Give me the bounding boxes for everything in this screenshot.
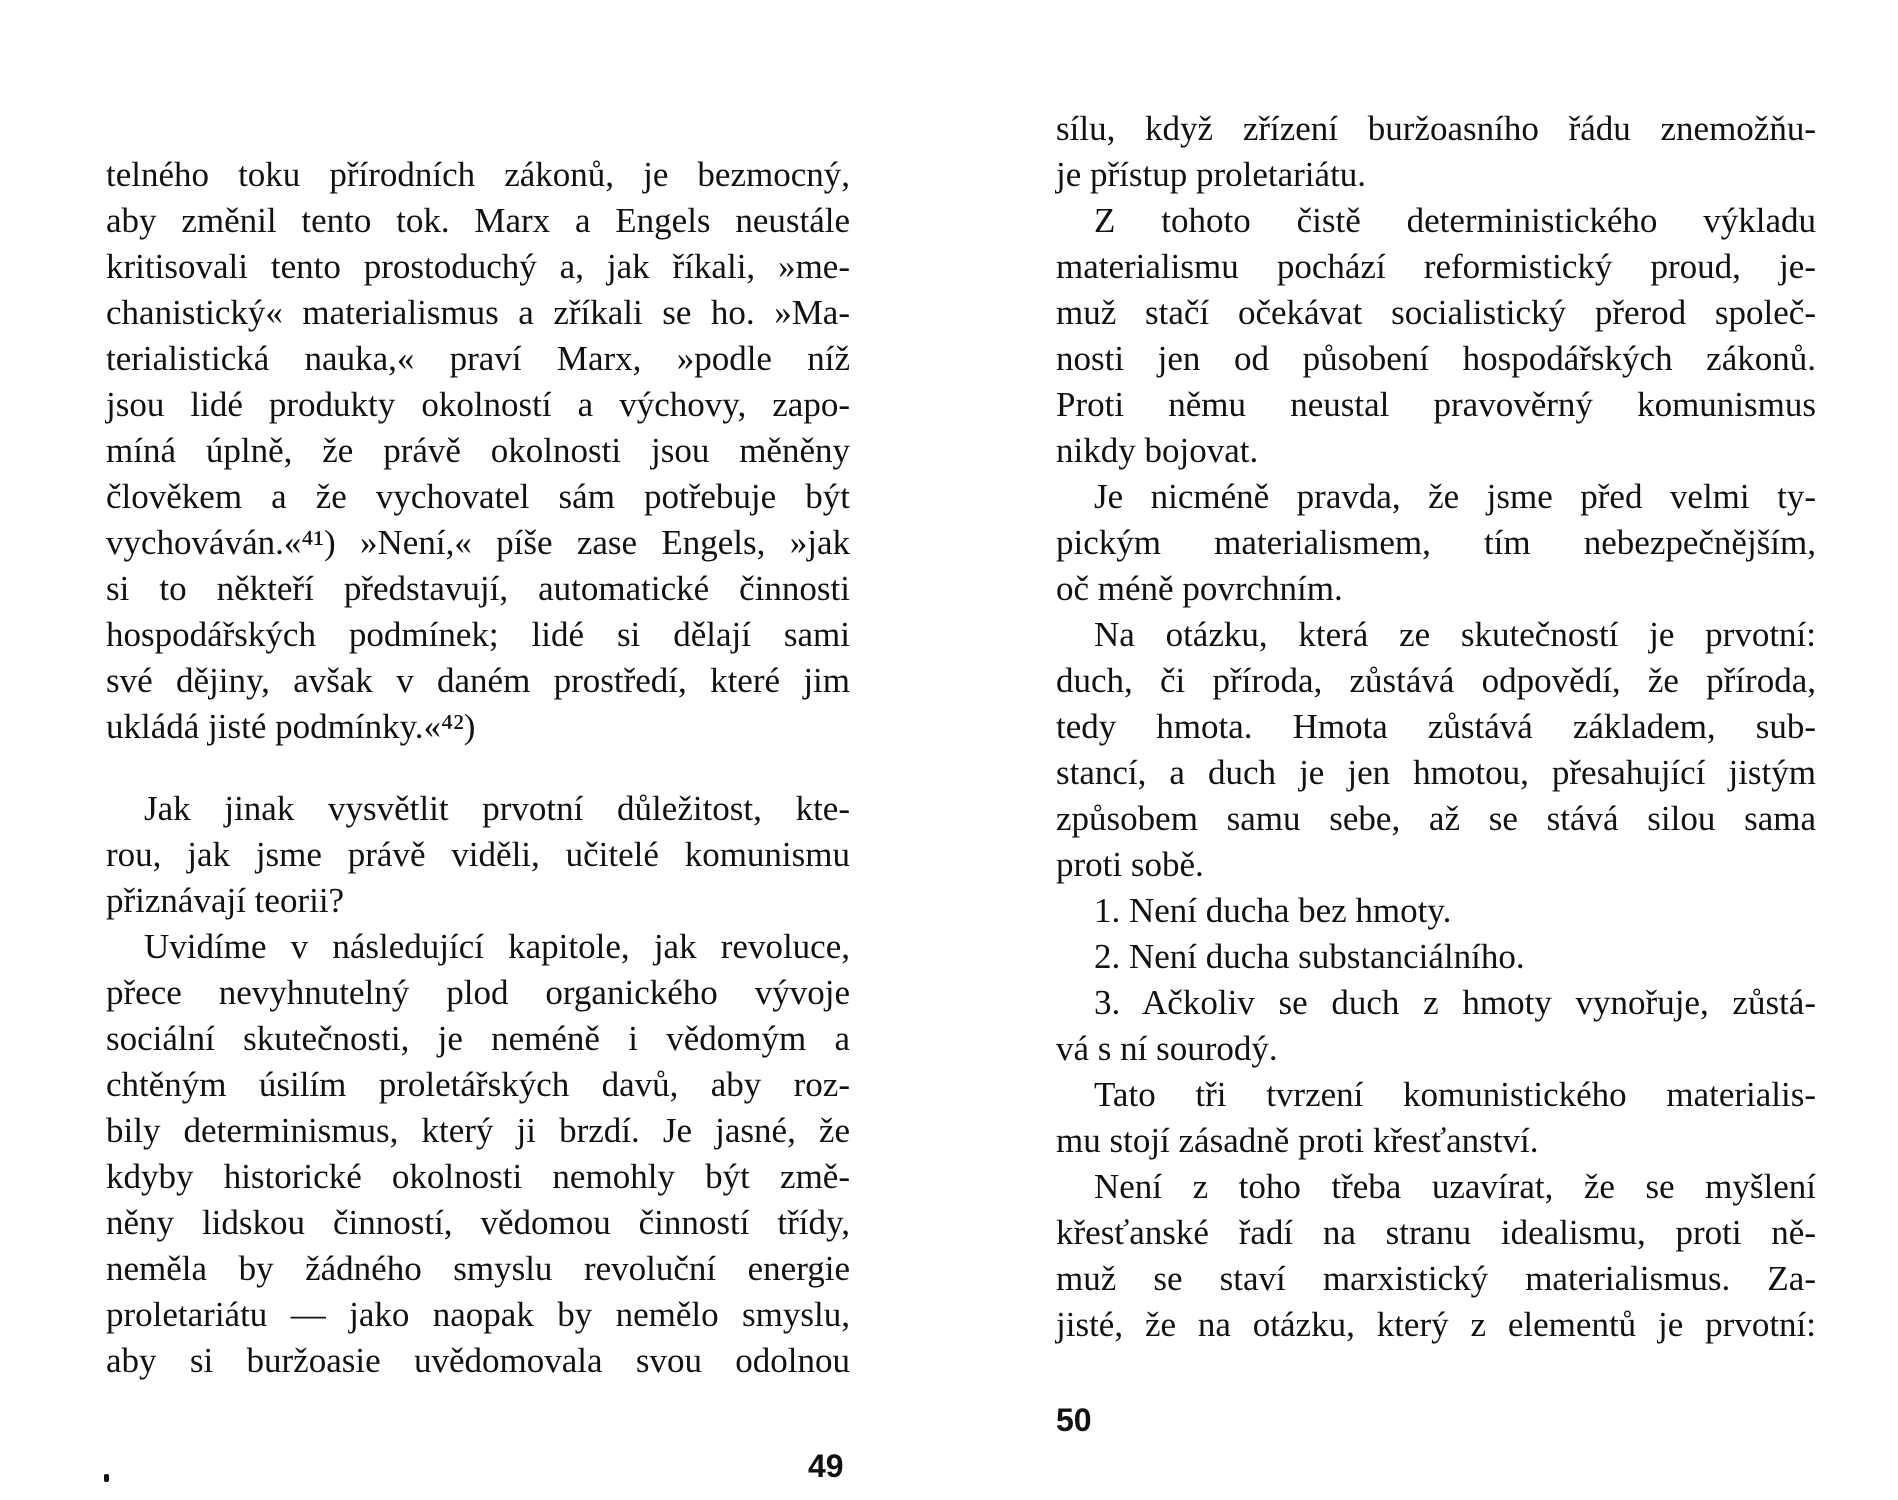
paragraph xyxy=(1056,198,1816,474)
paragraph xyxy=(106,152,850,750)
text-line: Je nicméně pravda, že jsme před velmi ty- xyxy=(1094,477,1816,516)
text-line: aby si buržoasie uvědomovala svou odolnou xyxy=(106,1341,850,1380)
numbered-list xyxy=(1056,888,1816,1072)
text-line: duch, či příroda, zůstává odpovědí, že příroda, xyxy=(1056,661,1816,700)
text-line: jisté, že na otázku, který z elementů je prvotní: xyxy=(1056,1305,1816,1344)
text-line: sociální skutečnosti, je neméně i vědomým a xyxy=(106,1019,850,1058)
paragraph xyxy=(106,786,850,924)
text-line: mu stojí zásadně proti křesťanství. xyxy=(1056,1121,1539,1160)
text-line: chanistický« materialismus a zříkali se ho. »Ma- xyxy=(106,293,850,332)
text-line: chtěným úsilím proletářských davů, aby roz- xyxy=(106,1065,850,1104)
page-number: 50 xyxy=(1056,1402,1092,1438)
paragraph xyxy=(106,924,850,1384)
text-line: proletariátu — jako naopak by nemělo smyslu, xyxy=(106,1295,850,1334)
paragraph xyxy=(1056,1164,1816,1348)
text-line: Proti němu neustal pravověrný komunismus xyxy=(1056,385,1816,424)
text-line: Není z toho třeba uzavírat, že se myšlení xyxy=(1094,1167,1816,1206)
text-line: jsou lidé produkty okolností a výchovy, zapo- xyxy=(106,385,850,424)
text-line: aby změnil tento tok. Marx a Engels neustále xyxy=(106,201,850,240)
text-line: Tato tři tvrzení komunistického materialis- xyxy=(1094,1075,1816,1114)
text-line: materialismu pochází reformistický proud, je- xyxy=(1056,247,1816,286)
paragraph xyxy=(1056,106,1816,198)
text-line: tedy hmota. Hmota zůstává základem, sub- xyxy=(1056,707,1816,746)
left-page xyxy=(106,152,850,1384)
text-line: nikdy bojovat. xyxy=(1056,431,1259,470)
text-line: stancí, a duch je jen hmotou, přesahující jistým xyxy=(1056,753,1816,792)
list-item-continuation: vá s ní sourodý. xyxy=(1056,1029,1278,1068)
text-line: muž se staví marxistický materialismus. Za- xyxy=(1056,1259,1816,1298)
text-line: si to někteří představují, automatické činnosti xyxy=(106,569,850,608)
text-line: Jak jinak vysvětlit prvotní důležitost, kte- xyxy=(144,789,850,828)
text-line: nosti jen od působení hospodářských zákonů. xyxy=(1056,339,1816,378)
text-line: Na otázku, která ze skutečností je prvotní: xyxy=(1094,615,1816,654)
text-line: neměla by žádného smyslu revoluční energie xyxy=(106,1249,850,1288)
text-line: míná úplně, že právě okolnosti jsou měněny xyxy=(106,431,850,470)
text-line: muž stačí očekávat socialistický přerod společ- xyxy=(1056,293,1816,332)
text-line: bily determinismus, který ji brzdí. Je jasné, že xyxy=(106,1111,850,1150)
text-line: něny lidskou činností, vědomou činností třídy, xyxy=(106,1203,850,1242)
text-line: člověkem a že vychovatel sám potřebuje být xyxy=(106,477,850,516)
text-line: sílu, když zřízení buržoasního řádu znemožňu- xyxy=(1056,109,1816,148)
text-line: Uvidíme v následující kapitole, jak revoluce, xyxy=(144,927,850,966)
text-line: Z tohoto čistě deterministického výkladu xyxy=(1094,201,1816,240)
text-line: rou, jak jsme právě viděli, učitelé komunismu xyxy=(106,835,850,874)
page-number: 49 xyxy=(808,1448,844,1484)
list-item: 3. Ačkoliv se duch z hmoty vynořuje, zůstá- xyxy=(1094,983,1816,1022)
text-line: křesťanské řadí na stranu idealismu, proti ně- xyxy=(1056,1213,1816,1252)
text-line: oč méně povrchním. xyxy=(1056,569,1343,608)
text-line: terialistická nauka,« praví Marx, »podle níž xyxy=(106,339,850,378)
list-item: 2. Není ducha substanciálního. xyxy=(1094,937,1525,976)
text-line: kritisovali tento prostoduchý a, jak říkali, »me- xyxy=(106,247,850,286)
text-line: ukládá jisté podmínky.«⁴²) xyxy=(106,707,476,746)
text-line: je přístup proletariátu. xyxy=(1056,155,1367,194)
text-line: vychováván.«⁴¹) »Není,« píše zase Engels, »jak xyxy=(106,523,850,562)
paragraph xyxy=(1056,474,1816,612)
text-line: kdyby historické okolnosti nemohly být změ- xyxy=(106,1157,850,1196)
text-line: přece nevyhnutelný plod organického vývoje xyxy=(106,973,850,1012)
text-line: způsobem samu sebe, až se stává silou sama xyxy=(1056,799,1816,838)
paragraph xyxy=(1056,1072,1816,1164)
text-line: své dějiny, avšak v daném prostředí, které jim xyxy=(106,661,850,700)
list-item: 1. Není ducha bez hmoty. xyxy=(1094,891,1452,930)
right-page xyxy=(1056,106,1816,1348)
paragraph xyxy=(1056,612,1816,888)
paragraph-gap xyxy=(106,750,850,786)
text-line: proti sobě. xyxy=(1056,845,1204,884)
print-speck xyxy=(104,1474,109,1482)
text-line: hospodářských podmínek; lidé si dělají sami xyxy=(106,615,850,654)
text-line: telného toku přírodních zákonů, je bezmocný, xyxy=(106,155,850,194)
text-line: přiznávají teorii? xyxy=(106,881,345,920)
text-line: pickým materialismem, tím nebezpečnějším, xyxy=(1056,523,1816,562)
